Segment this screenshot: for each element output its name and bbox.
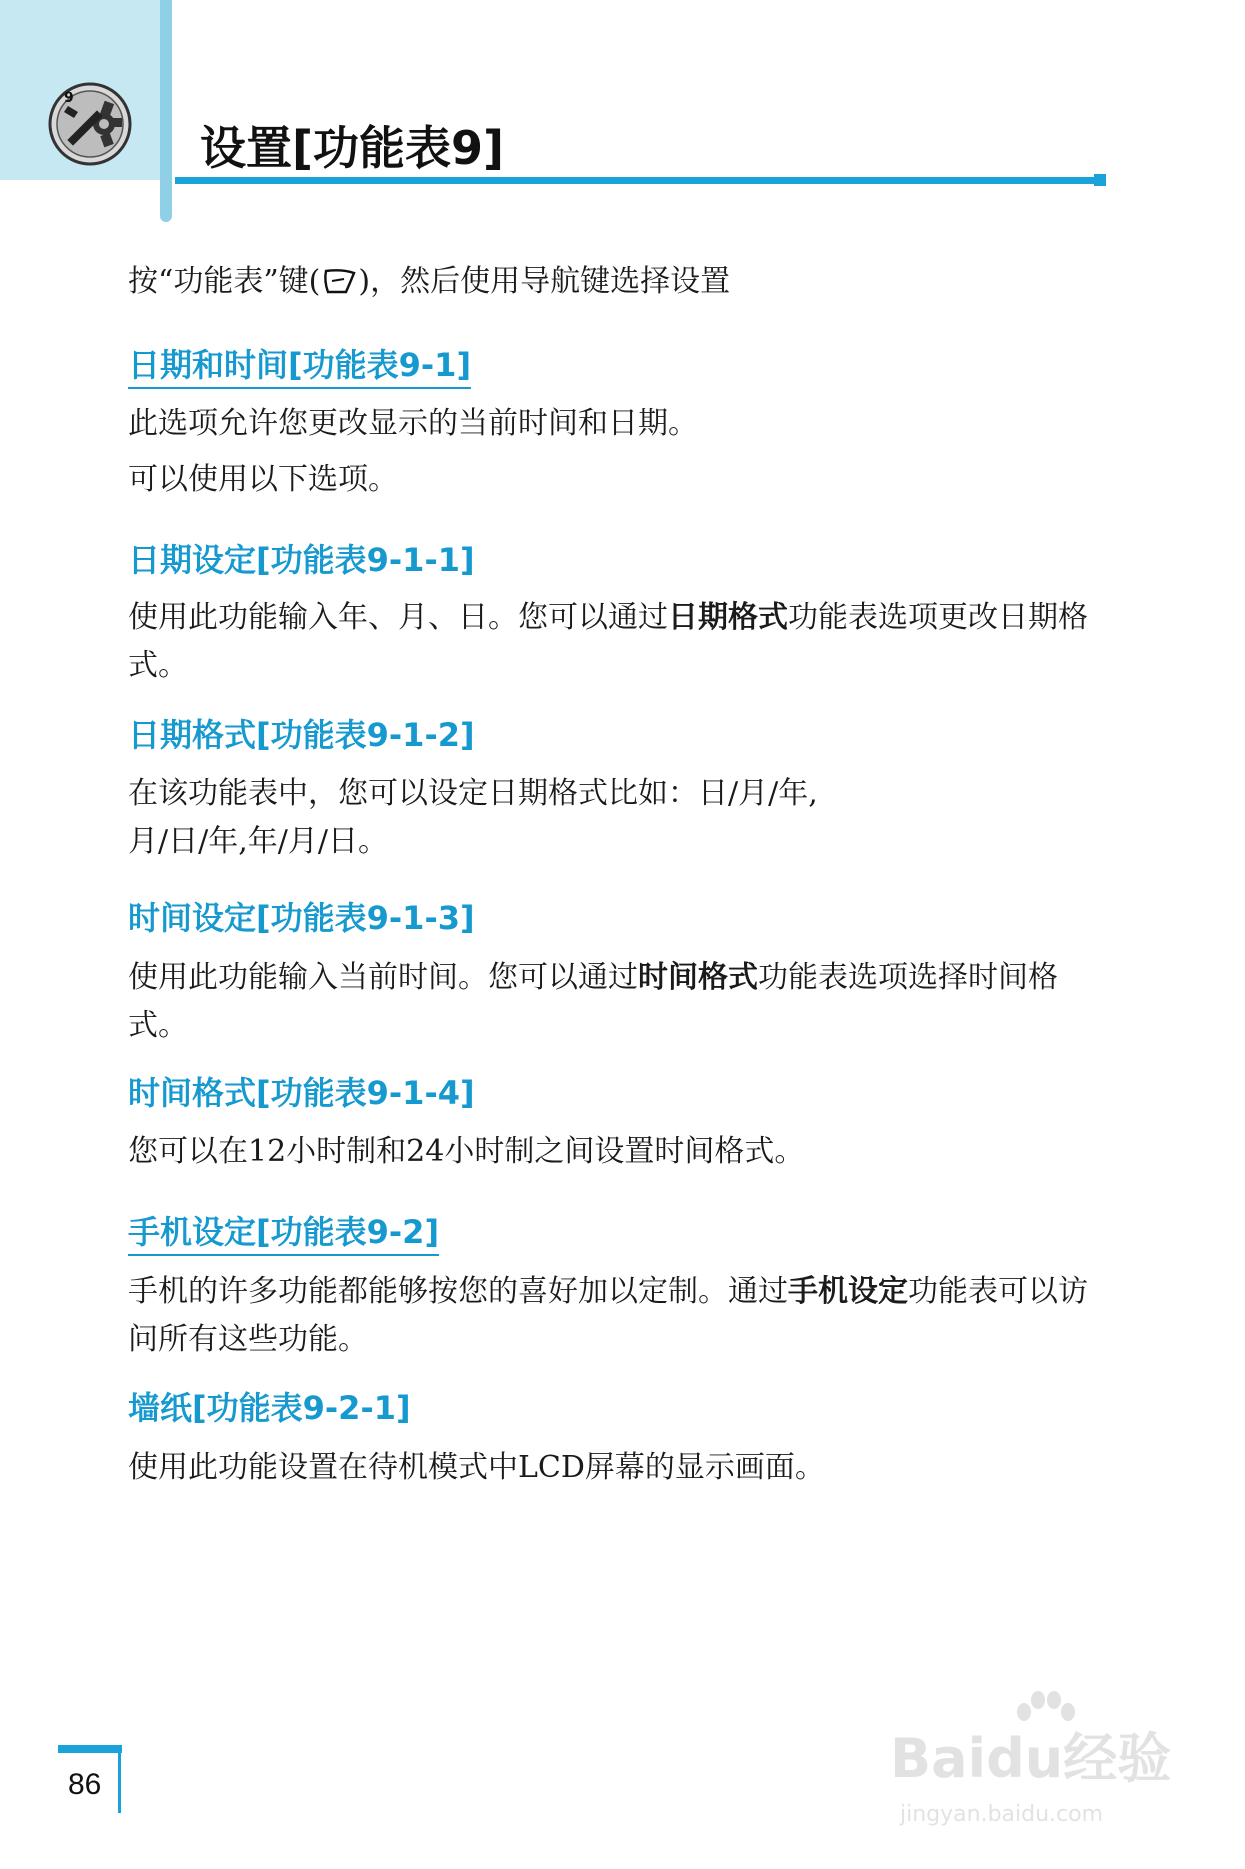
watermark-logo: Baidu经验 xyxy=(890,1727,1172,1790)
section-text-date-time-2: 可以使用以下选项。 xyxy=(128,462,398,497)
section-heading-date-set: 日期设定[功能表9-1-1] xyxy=(128,541,475,579)
intro-text-after: )，然后使用导航键选择设置 xyxy=(358,264,731,299)
footer-bar xyxy=(58,1745,122,1753)
header-vertical-bar xyxy=(160,0,172,222)
section-text-time-set xyxy=(128,954,1108,1050)
section-heading-date-format: 日期格式[功能表9-1-2] xyxy=(128,716,475,754)
footer-divider xyxy=(118,1753,121,1813)
settings-tools-icon xyxy=(44,78,136,170)
menu-softkey-icon xyxy=(320,265,358,297)
section-text-date-set xyxy=(128,594,1108,690)
section-text-time-format: 您可以在12小时制和24小时制之间设置时间格式。 xyxy=(128,1134,805,1169)
section-text-date-time-1: 此选项允许您更改显示的当前时间和日期。 xyxy=(128,406,698,441)
time-set-text-post: 功能表选项选择时间格式。 xyxy=(128,960,1058,1043)
phone-settings-bold-term: 手机设定 xyxy=(788,1274,908,1309)
svg-text:9: 9 xyxy=(64,90,74,106)
section-heading-wallpaper: 墙纸[功能表9-2-1] xyxy=(128,1389,411,1427)
time-set-text-pre: 使用此功能输入当前时间。您可以通过 xyxy=(128,960,638,995)
intro-paragraph xyxy=(128,258,1108,306)
section-heading-date-time: 日期和时间[功能表9-1] xyxy=(128,345,471,389)
phone-settings-text-post: 功能表可以访问所有这些功能。 xyxy=(128,1274,1088,1357)
header-rule xyxy=(175,177,1100,184)
section-heading-time-set: 时间设定[功能表9-1-3] xyxy=(128,899,475,937)
section-text-date-format-2: 月/日/年,年/月/日。 xyxy=(128,824,388,859)
intro-text-before: 按“功能表”键( xyxy=(128,264,321,299)
date-set-text-post: 功能表选项更改日期格式。 xyxy=(128,600,1088,683)
section-heading-time-format: 时间格式[功能表9-1-4] xyxy=(128,1074,475,1112)
header-rule-end xyxy=(1094,174,1106,186)
phone-settings-text-pre: 手机的许多功能都能够按您的喜好加以定制。通过 xyxy=(128,1274,788,1309)
section-text-wallpaper: 使用此功能设置在待机模式中LCD屏幕的显示画面。 xyxy=(128,1450,825,1485)
section-text-phone-settings xyxy=(128,1268,1108,1364)
date-set-text-pre: 使用此功能输入年、月、日。您可以通过 xyxy=(128,600,668,635)
page-number: 86 xyxy=(68,1768,102,1801)
section-text-date-format-1: 在该功能表中，您可以设定日期格式比如：日/月/年, xyxy=(128,776,818,811)
section-heading-phone-settings: 手机设定[功能表9-2] xyxy=(128,1212,439,1256)
page-title: 设置[功能表9] xyxy=(200,121,505,175)
time-set-bold-term: 时间格式 xyxy=(638,960,758,995)
baidu-watermark xyxy=(880,1690,1180,1850)
date-set-bold-term: 日期格式 xyxy=(668,600,788,635)
watermark-url: jingyan.baidu.com xyxy=(900,1802,1104,1827)
